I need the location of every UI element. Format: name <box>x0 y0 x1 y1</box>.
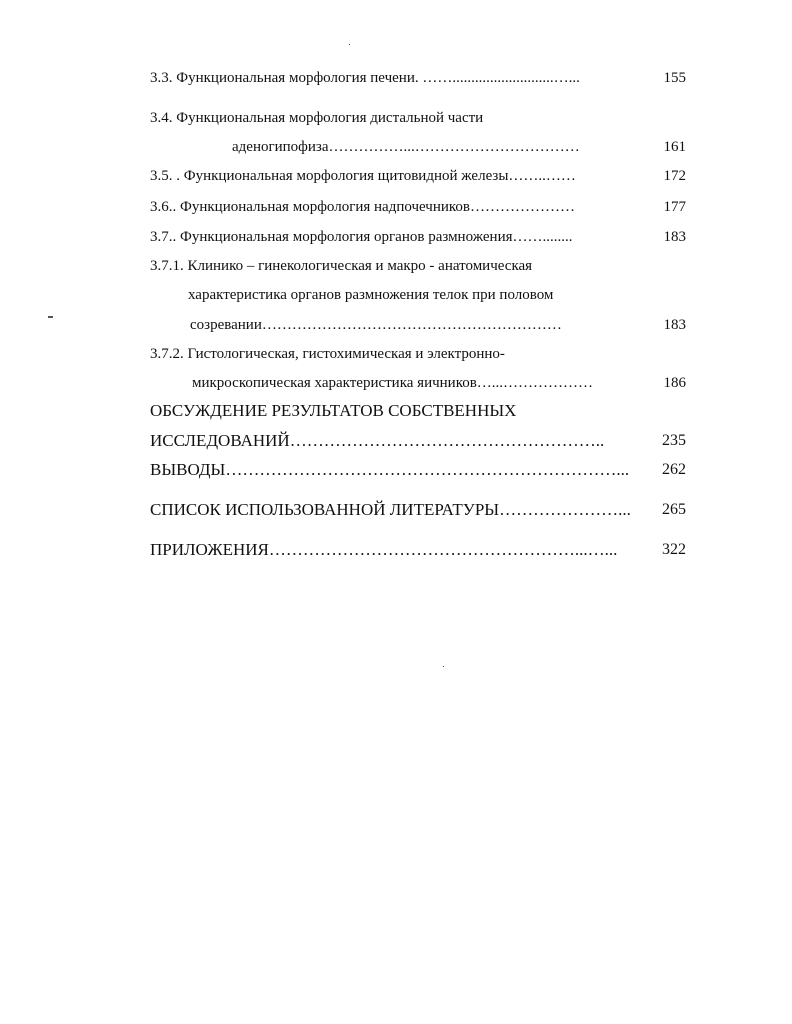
toc-entry-discussion-continued: ИССЛЕДОВАНИЙ……………………………………………….. <box>150 431 605 450</box>
toc-page-number: 172 <box>663 168 686 184</box>
toc-page-number: 265 <box>662 501 686 518</box>
toc-page-number: 161 <box>663 139 686 155</box>
toc-entry-3-4-continued: аденогипофиза……………...…………………………… <box>232 139 580 155</box>
scan-speck <box>48 316 53 318</box>
toc-entry-3-7-1-continued: созревании…………………………………………………… <box>190 317 562 333</box>
toc-page-number: 262 <box>662 461 686 478</box>
toc-entry-appendices: ПРИЛОЖЕНИЯ………………………………………………...…... <box>150 540 618 559</box>
toc-entry-bibliography: СПИСОК ИСПОЛЬЗОВАННОЙ ЛИТЕРАТУРЫ…………………... <box>150 500 631 519</box>
scan-speck <box>349 44 350 45</box>
toc-page-number: 155 <box>663 70 686 86</box>
toc-entry-conclusions: ВЫВОДЫ……………………………………………………………... <box>150 460 630 479</box>
toc-page-number: 183 <box>663 229 686 245</box>
toc-page-number: 183 <box>663 317 686 333</box>
toc-page-number: 322 <box>662 541 686 558</box>
toc-entry-3-7: 3.7.. Функциональная морфология органов размножения……........ <box>150 229 573 245</box>
toc-page-number: 186 <box>663 375 686 391</box>
toc-entry-discussion: ОБСУЖДЕНИЕ РЕЗУЛЬТАТОВ СОБСТВЕННЫХ <box>150 401 517 420</box>
toc-entry-3-4: 3.4. Функциональная морфология дистальной части <box>150 110 484 126</box>
toc-entry-3-7-1: 3.7.1. Клинико – гинекологическая и макро - анатомическая <box>150 258 533 274</box>
toc-entry-3-7-2-continued: микроскопическая характеристика яичников…...……………… <box>192 375 594 391</box>
toc-entry-3-7-1-continued: характеристика органов размножения телок при половом <box>188 287 554 303</box>
toc-entry-3-6: 3.6.. Функциональная морфология надпочечников………………… <box>150 199 576 215</box>
toc-page-number: 177 <box>663 199 686 215</box>
scan-speck <box>443 666 444 667</box>
toc-entry-3-5: 3.5. . Функциональная морфология щитовидной железы……..…… <box>150 168 576 184</box>
toc-entry-3-7-2: 3.7.2. Гистологическая, гистохимическая и электронно- <box>150 346 505 362</box>
toc-entry-3-3: 3.3. Функциональная морфология печени. ……...........................…... <box>150 70 580 86</box>
toc-page-number: 235 <box>662 432 686 449</box>
